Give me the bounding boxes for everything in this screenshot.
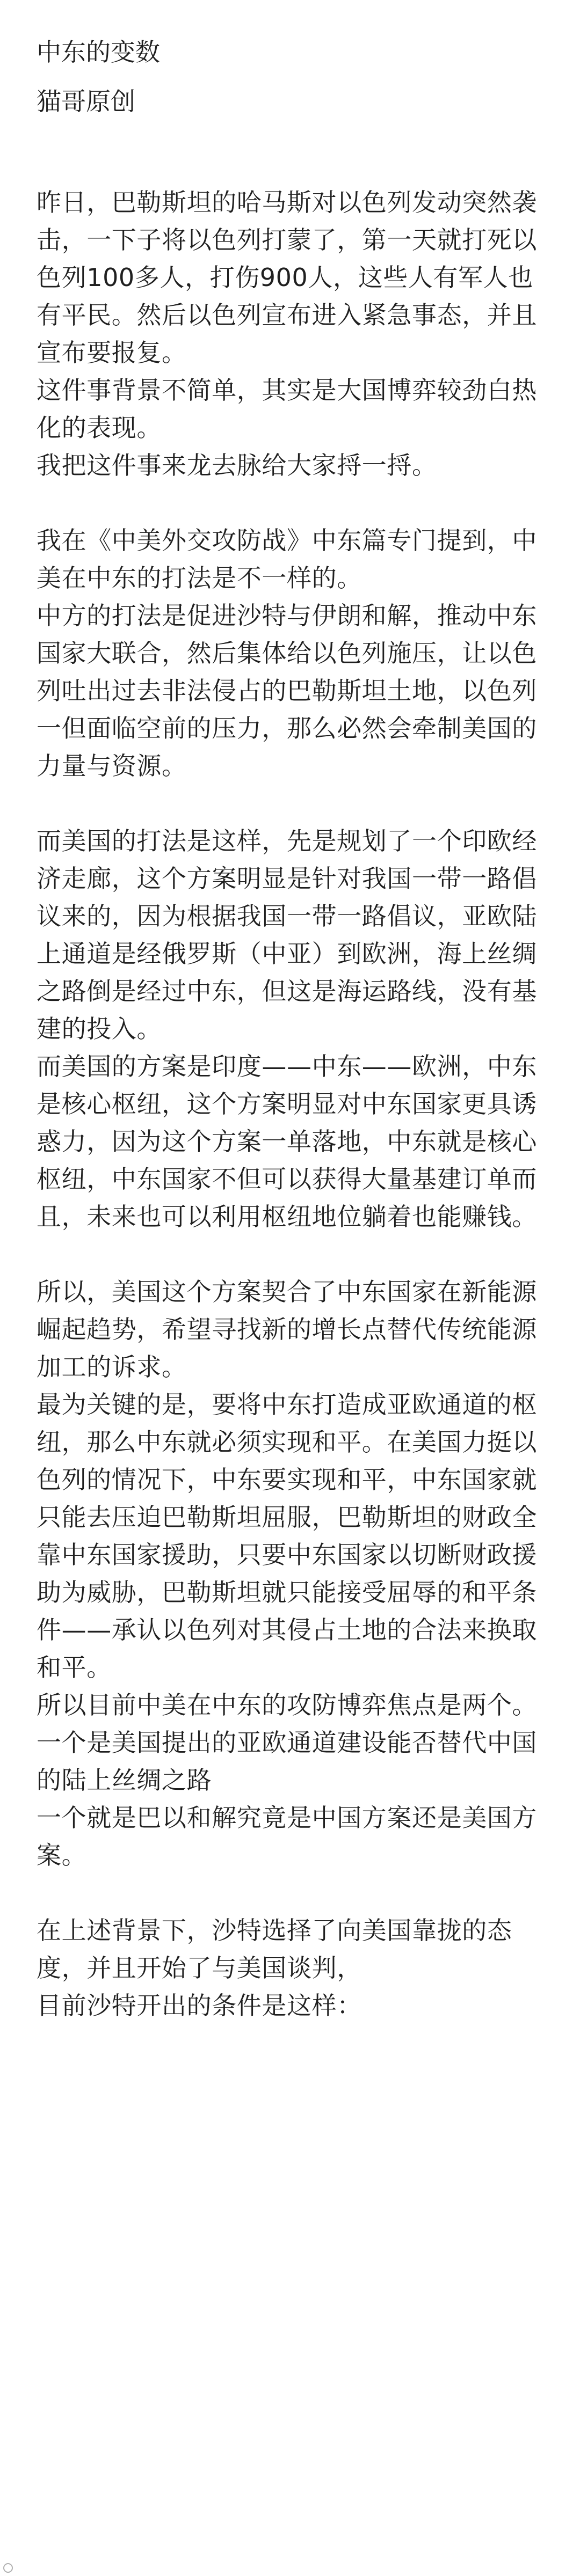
paragraph: 一个就是巴以和解究竟是中国方案还是美国方案。: [37, 1803, 537, 1870]
paragraph: 我在《中美外交攻防战》中东篇专门提到，中美在中东的打法是不一样的。: [37, 526, 537, 592]
spacer: [37, 785, 552, 822]
spacer: [37, 1874, 552, 1912]
watermark: [3, 2563, 13, 2573]
paragraph: 所以目前中美在中东的攻防博弈焦点是两个。: [37, 1690, 537, 1719]
paragraph: 在上述背景下，沙特选择了向美国靠拢的态度，并且开始了与美国谈判，: [37, 1916, 512, 1982]
spacer: [37, 484, 552, 522]
paragraph: 最为关键的是，要将中东打造成亚欧通道的枢纽，那么中东就必须实现和平。在美国力挺以色列的情况下，中东要实现和平，中东国家就只能去压迫巴勒斯坦屈服，巴勒斯坦的财政全靠中东国家援助，只要中东国家以切断财政援助为威胁，巴勒斯坦就只能接受屈辱的和平条件——承认以色列对其侵占土地的合法来换取和平。: [37, 1390, 537, 1682]
spacer: [37, 120, 552, 184]
paragraph: 中方的打法是促进沙特与伊朗和解，推动中东国家大联合，然后集体给以色列施压，让以色列吐出过去非法侵占的巴勒斯坦土地，以色列一但面临空前的压力，那么必然会牵制美国的力量与资源。: [37, 601, 537, 780]
paragraph: 而美国的方案是印度——中东——欧洲，中东是核心枢纽，这个方案明显对中东国家更具诱惑力，因为这个方案一单落地，中东就是核心枢纽，中东国家不但可以获得大量基建订单而且，未来也可以利用枢纽地位躺着也能赚钱。: [37, 1052, 537, 1231]
watermark-logo-icon: [3, 2563, 13, 2573]
paragraph: 所以，美国这个方案契合了中东国家在新能源崛起趋势，希望寻找新的增长点替代传统能源加工的诉求。: [37, 1277, 537, 1381]
paragraph: 一个是美国提出的亚欧通道建设能否替代中国的陆上丝绸之路: [37, 1728, 537, 1795]
paragraph: 而美国的打法是这样，先是规划了一个印欧经济走廊，这个方案明显是针对我国一带一路倡议来的，因为根据我国一带一路倡议，亚欧陆上通道是经俄罗斯（中亚）到欧洲，海上丝绸之路倒是经过中东，但这是海运路线，没有基建的投入。: [37, 826, 537, 1043]
article-author: 猫哥原创: [37, 87, 135, 116]
paragraph: 昨日，巴勒斯坦的哈马斯对以色列发动突然袭击，一下子将以色列打蒙了，第一天就打死以色列100多人，打伤900人，这些人有军人也有平民。然后以色列宣布进入紧急事态，并且宣布要报复。: [37, 188, 537, 367]
paragraph: 我把这件事来龙去脉给大家捋一捋。: [37, 451, 437, 480]
spacer: [37, 1235, 552, 1273]
paragraph: 目前沙特开出的条件是这样：: [37, 1991, 362, 2020]
paragraph: 这件事背景不简单，其实是大国博弈较劲白热化的表现。: [37, 376, 537, 442]
article-title: 中东的变数: [37, 38, 160, 67]
